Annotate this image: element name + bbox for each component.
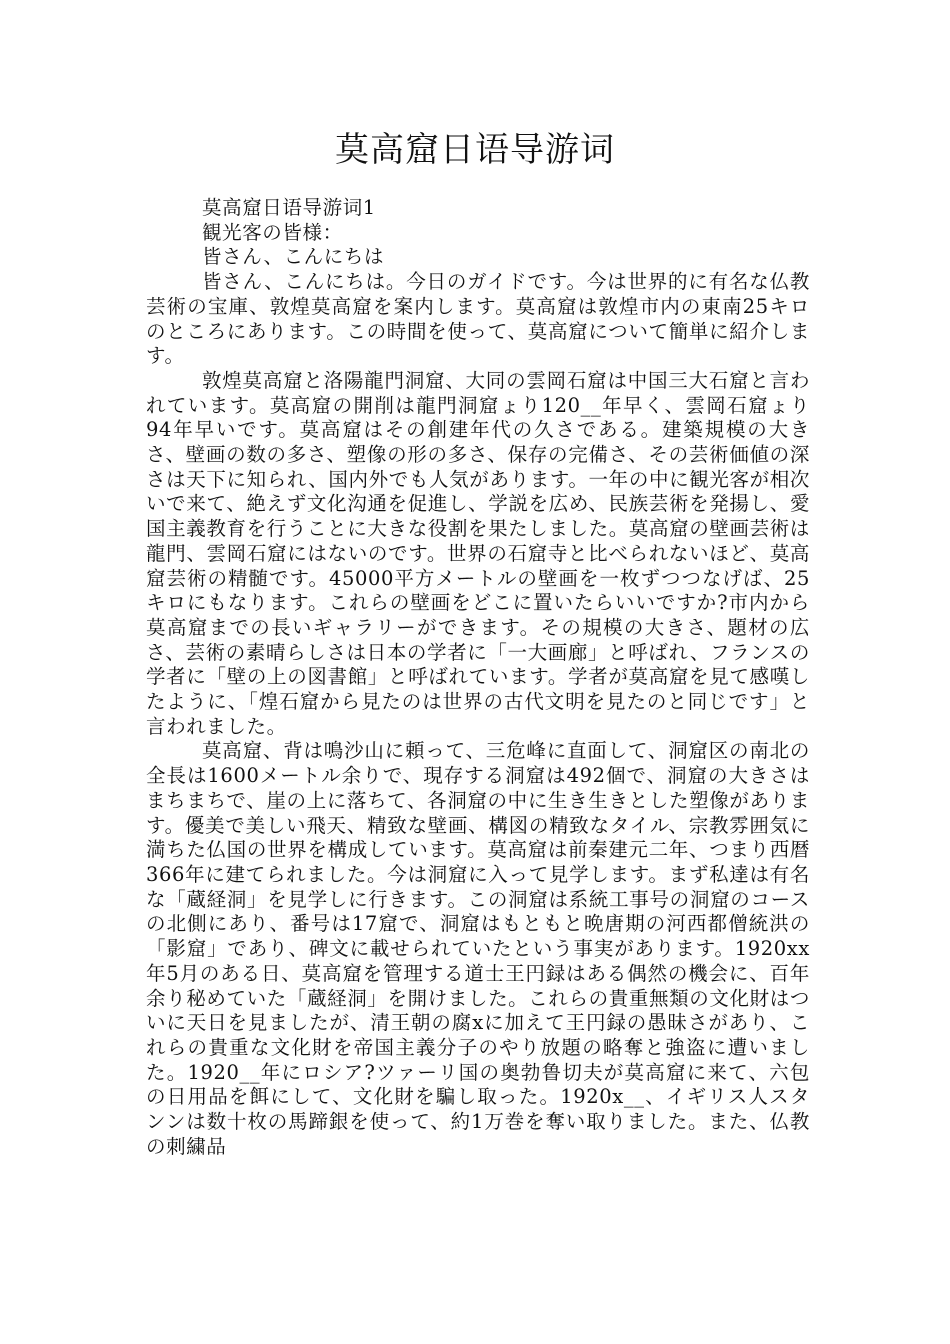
salutation: 観光客の皆様：	[202, 220, 343, 244]
document-title: 莫高窟日语导游词	[335, 130, 615, 170]
paragraph-grotto-history: 莫高窟、背は鳴沙山に頼って、三危峰に直面して、洞窟区の南北の全長は1600メートル余りで、現存する洞窟は492個で、洞窟の大きさはまちまちで、崖の上に落ちて、各洞窟の中に生き生きとした塑像があります。優美で美しい飛天、精致な壁画、構図の精致なタイル、宗教雰囲気に満ちた仏国の世界を構成しています。莫高窟は前秦建元二年、つまり西暦366年に建てられました。今は洞窟に入って見学します。まず私達は有名な「蔵経洞」を見学しに行きます。この洞窟は系統工事号の洞窟のコースの北側にあり、番号は17窟で、洞窟はもともと晩唐期の河西都僧統洪の「影窟」であり、碑文に載せられていたという事実があります。1920xx年5月のある日、莫高窟を管理する道士王円録はある偶然の機会に、百年余り秘めていた「蔵経洞」を開けました。これらの貴重無類の文化財はついに天日を見ましたが、清王朝の腐xに加えて王円録の愚昧さがあり、これらの貴重な文化財を帝国主義分子のやり放題の略奪と強盗に遭いました。1920__年にロシア?ツァーリ国の奥勃鲁切夫が莫高窟に来て、六包の日用品を餌にして、文化財を騙し取った。1920x__、イギリス人スタンンは数十枚の馬蹄銀を使って、約1万巻を奪い取りました。また、仏教の刺繍品	[146, 739, 810, 1158]
paragraph-intro: 皆さん、こんにちは。今日のガイドです。今は世界的に有名な仏教芸術の宝庫、敦煌莫高窟を案内します。莫高窟は敦煌市内の東南25キロのところにあります。この時間を使って、莫高窟について簡単に紹介します。	[146, 270, 810, 368]
paragraph-three-grottoes: 敦煌莫高窟と洛陽龍門洞窟、大同の雲岡石窟は中国三大石窟と言われています。莫高窟の開削は龍門洞窟ょり120__年早く、雲岡石窟ょり94年早いです。莫高窟はその創建年代の久さである。建築規模の大きさ、壁画の数の多さ、塑像の形の多さ、保存の完備さ、その芸術価値の深さは天下に知られ、国内外でも人気があります。一年の中に観光客が相次いで来て、絶えず文化沟通を促進し、学説を広め、民族芸術を発揚し、愛国主義教育を行うことに大きな役割を果たしました。莫高窟の壁画芸術は龍門、雲岡石窟にはないのです。世界の石窟寺と比べられないほど、莫高窟芸術の精髄です。45000平方メートルの壁画を一枚ずつつなげば、25キロにもなります。これらの壁画をどこに置いたらいいですか?市内から莫高窟までの長いギャラリーができます。その規模の大きさ、題材の広さ、芸術の素晴らしさは日本の学者に「一大画廊」と呼ばれ、フランスの学者に「壁の上の図書館」と呼ばれています。学者が莫高窟を見て感嘆したように、「煌石窟から見たのは世界の古代文明を見たのと同じです」と言われました。	[146, 368, 811, 738]
document-body	[146, 196, 810, 1159]
section-heading: 莫高窟日语导游词1	[202, 196, 376, 219]
greeting: 皆さん、こんにちは	[202, 245, 385, 269]
